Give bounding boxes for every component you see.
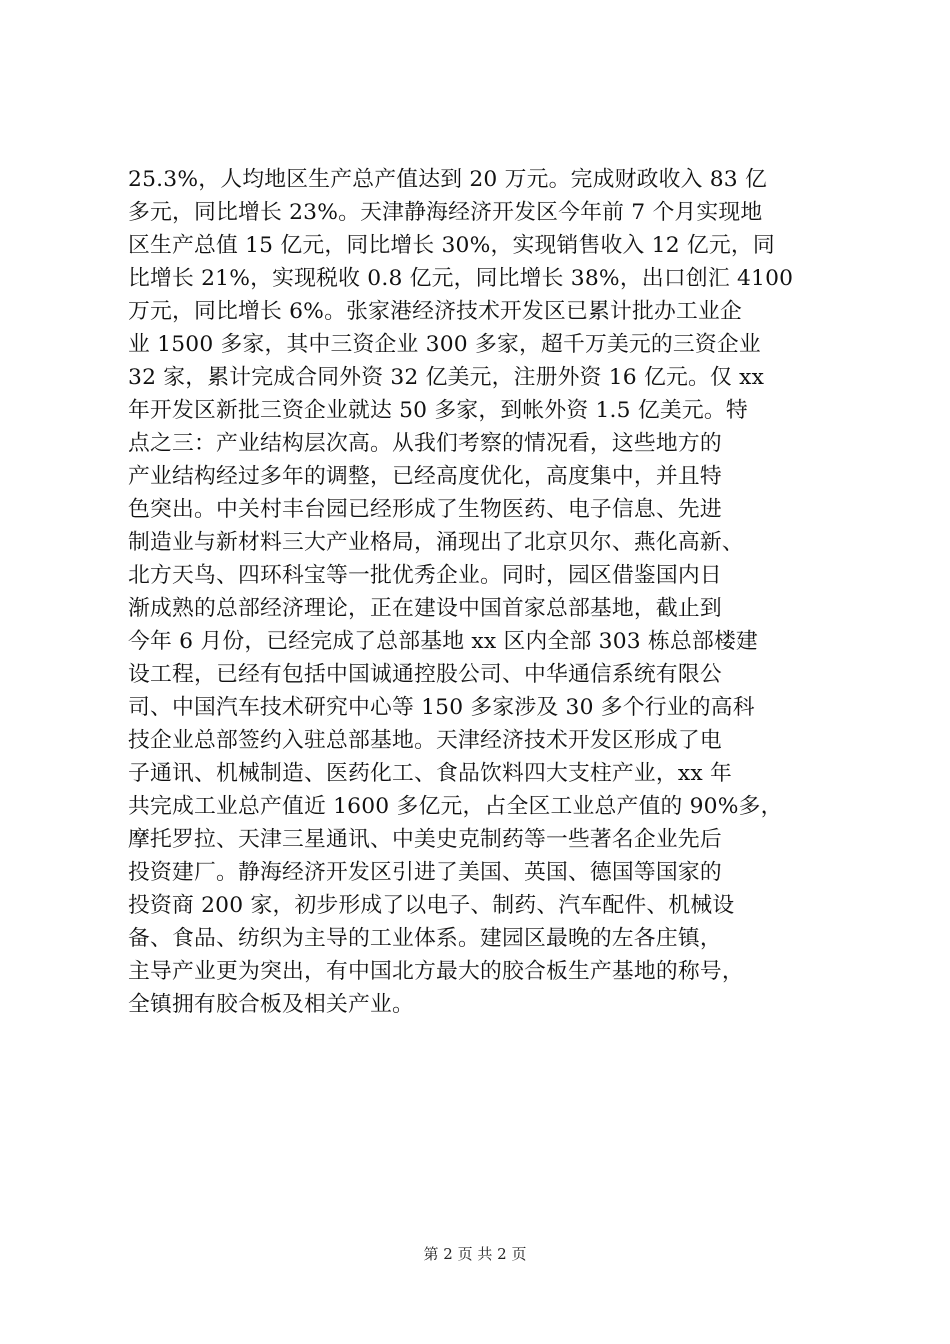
text-line: 渐成熟的总部经济理论，正在建设中国首家总部基地，截止到: [128, 596, 722, 621]
text-line: 产业结构经过多年的调整，已经高度优化，高度集中，并且特: [128, 464, 722, 489]
text-line: 32 家，累计完成合同外资 32 亿美元，注册外资 16 亿元。仅 xx: [128, 365, 765, 390]
text-line: 主导产业更为突出，有中国北方最大的胶合板生产基地的称号，: [128, 959, 744, 984]
page-footer: [0, 1244, 950, 1264]
text-line: 投资建厂。静海经济开发区引进了美国、英国、德国等国家的: [128, 860, 722, 885]
page-number: 第 2 页 共 2 页: [423, 1245, 527, 1263]
document-body: [128, 163, 828, 1021]
text-line: 区生产总值 15 亿元，同比增长 30%，实现销售收入 12 亿元，同: [128, 233, 775, 258]
text-line: 北方天鸟、四环科宝等一批优秀企业。同时，园区借鉴国内日: [128, 563, 722, 588]
text-line: 色突出。中关村丰台园已经形成了生物医药、电子信息、先进: [128, 497, 722, 522]
text-line: 投资商 200 家，初步形成了以电子、制药、汽车配件、机械设: [128, 893, 735, 918]
text-line: 设工程，已经有包括中国诚通控股公司、中华通信系统有限公: [128, 662, 722, 687]
text-line: 比增长 21%，实现税收 0.8 亿元，同比增长 38%，出口创汇 4100: [128, 266, 794, 291]
text-line: 技企业总部签约入驻总部基地。天津经济技术开发区形成了电: [128, 728, 722, 753]
text-line: 点之三：产业结构层次高。从我们考察的情况看，这些地方的: [128, 431, 722, 456]
text-line: 司、中国汽车技术研究中心等 150 多家涉及 30 多个行业的高科: [128, 695, 755, 720]
text-line: 多元，同比增长 23%。天津静海经济开发区今年前 7 个月实现地: [128, 200, 763, 225]
text-line: 年开发区新批三资企业就达 50 多家，到帐外资 1.5 亿美元。特: [128, 398, 748, 423]
text-line: 业 1500 多家，其中三资企业 300 多家，超千万美元的三资企业: [128, 332, 761, 357]
text-line: 制造业与新材料三大产业格局，涌现出了北京贝尔、燕化高新、: [128, 530, 744, 555]
text-line: 共完成工业总产值近 1600 多亿元，占全区工业总产值的 90%多，: [128, 794, 783, 819]
text-line: 25.3%，人均地区生产总产值达到 20 万元。完成财政收入 83 亿: [128, 167, 767, 192]
text-line: 备、食品、纺织为主导的工业体系。建园区最晚的左各庄镇，: [128, 926, 722, 951]
text-line: 子通讯、机械制造、医药化工、食品饮料四大支柱产业，xx 年: [128, 761, 733, 786]
text-line: 万元，同比增长 6%。张家港经济技术开发区已累计批办工业企: [128, 299, 743, 324]
text-line: 摩托罗拉、天津三星通讯、中美史克制药等一些著名企业先后: [128, 827, 722, 852]
text-line: 今年 6 月份，已经完成了总部基地 xx 区内全部 303 栋总部楼建: [128, 629, 758, 654]
text-line: 全镇拥有胶合板及相关产业。: [128, 992, 414, 1017]
